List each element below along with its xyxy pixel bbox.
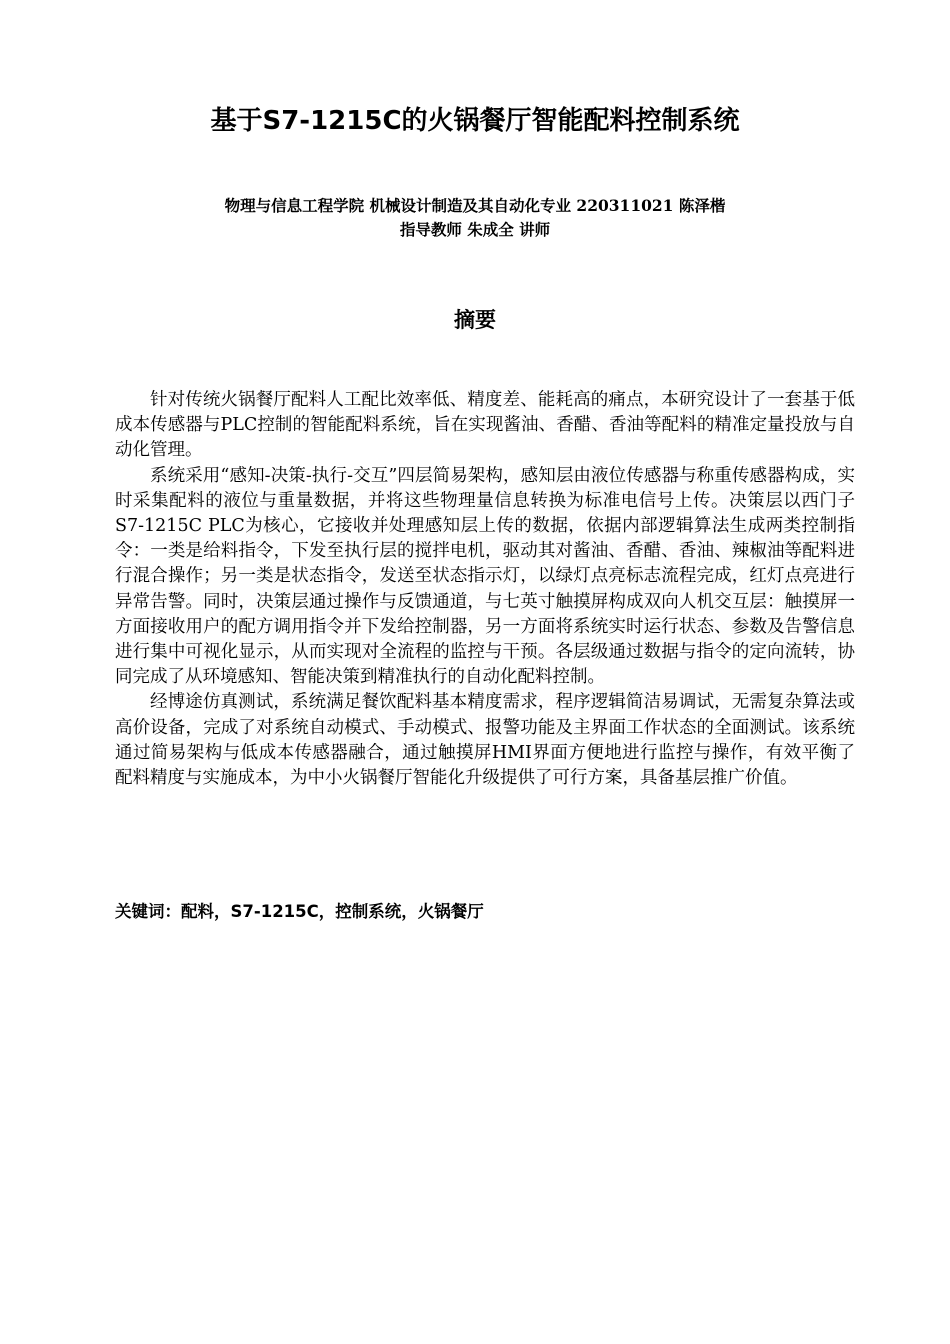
- paper-title: 基于S7-1215C的火锅餐厅智能配料控制系统: [210, 106, 740, 136]
- abstract-body: [115, 388, 855, 791]
- abstract-paragraph: 针对传统火锅餐厅配料人工配比效率低、精度差、能耗高的痛点，本研究设计了一套基于低成本传感器与PLC控制的智能配料系统，旨在实现酱油、香醋、香油等配料的精准定量投放与自动化管理。: [115, 390, 855, 461]
- author-affiliation: 物理与信息工程学院 机械设计制造及其自动化专业 220311021 陈泽楷: [224, 196, 726, 215]
- advisor-line: 指导教师 朱成全 讲师: [399, 220, 551, 239]
- abstract-paragraph: 经博途仿真测试，系统满足餐饮配料基本精度需求，程序逻辑简洁易调试，无需复杂算法或高价设备，完成了对系统自动模式、手动模式、报警功能及主界面工作状态的全面测试。该系统通过简易架构与低成本传感器融合，通过触摸屏HMI界面方便地进行监控与操作，有效平衡了配料精度与实施成本，为中小火锅餐厅智能化升级提供了可行方案，具备基层推广价值。: [115, 692, 855, 789]
- abstract-paragraph: 系统采用“感知-决策-执行-交互”四层简易架构，感知层由液位传感器与称重传感器构成，实时采集配料的液位与重量数据，并将这些物理量信息转换为标准电信号上传。决策层以西门子 S7-1215C PLC为核心，它接收并处理感知层上传的数据，依据内部逻辑算法生成两类控制指令：一类是给料指令，下发至执行层的搅拌电机，驱动其对酱油、香醋、香油、辣椒油等配料进行混合操作；另一类是状态指令，发送至状态指示灯，以绿灯点亮标志流程完成，红灯点亮进行异常告警。同时，决策层通过操作与反馈通道，与七英寸触摸屏构成双向人机交互层：触摸屏一方面接收用户的配方调用指令并下发给控制器，另一方面将系统实时运行状态、参数及告警信息进行集中可视化显示，从而实现对全流程的监控与干预。各层级通过数据与指令的定向流转，协同完成了从环境感知、智能决策到精准执行的自动化配料控制。: [115, 465, 855, 688]
- abstract-heading: 摘要: [454, 308, 496, 332]
- keywords-line: 关键词：配料，S7-1215C，控制系统，火锅餐厅: [115, 902, 484, 921]
